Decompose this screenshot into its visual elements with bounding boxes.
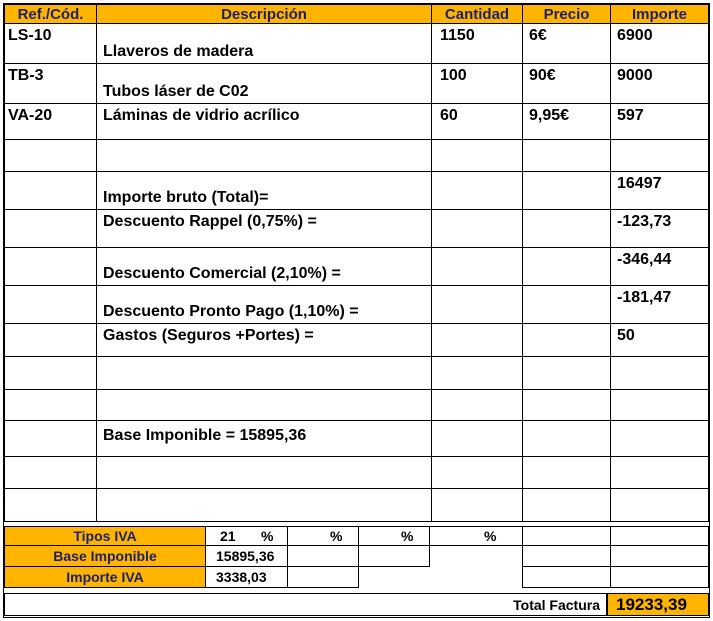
item-ref: LS-10 [4, 23, 97, 64]
header-importe: Importe [610, 4, 709, 24]
empty-cell [522, 456, 611, 489]
iva-tipo-cell [287, 526, 359, 546]
empty-cell [522, 171, 611, 210]
empty-cell [4, 323, 97, 357]
empty-cell [431, 420, 523, 457]
empty-cell [431, 323, 523, 357]
empty-cell [431, 456, 523, 489]
header-cantidad: Cantidad [431, 4, 523, 24]
empty-cell [522, 247, 611, 286]
iva-tipo-cell [429, 526, 523, 546]
item-cantidad: 1150 [431, 23, 523, 64]
empty-cell [4, 456, 97, 489]
empty-cell [610, 456, 709, 489]
empty-cell [522, 139, 611, 172]
importe-iva-value: 3338,03 [205, 566, 288, 588]
item-precio: 9,95€ [522, 103, 611, 140]
importe-bruto-value: 16497 [610, 171, 709, 210]
empty-cell [431, 171, 523, 210]
empty-cell [522, 545, 611, 567]
empty-cell [610, 356, 709, 390]
item-cantidad: 100 [431, 63, 523, 104]
percent-sign: % [261, 528, 274, 544]
empty-cell [522, 356, 611, 390]
percent-sign: % [330, 528, 343, 544]
importe-bruto-label: Importe bruto (Total)= [96, 171, 432, 210]
empty-cell [4, 356, 97, 390]
empty-cell [96, 456, 432, 489]
empty-cell [4, 139, 97, 172]
descuento-pronto-pago-label: Descuento Pronto Pago (1,10%) = [96, 285, 432, 324]
empty-cell [610, 545, 709, 567]
descuento-pronto-pago-value: -181,47 [610, 285, 709, 324]
empty-cell [96, 356, 432, 390]
empty-cell [610, 139, 709, 172]
empty-cell [4, 171, 97, 210]
empty-cell [4, 285, 97, 324]
base-imponible-label: Base Imponible = 15895,36 [96, 420, 432, 457]
item-importe: 6900 [610, 23, 709, 64]
empty-cell [610, 488, 709, 522]
empty-cell [4, 209, 97, 248]
empty-cell [431, 356, 523, 390]
item-description: Llaveros de madera [96, 23, 432, 64]
empty-cell [522, 566, 611, 588]
empty-cell [4, 389, 97, 421]
iva-tipo-cell [205, 526, 288, 546]
gastos-value: 50 [610, 323, 709, 357]
empty-cell [431, 389, 523, 421]
item-cantidad: 60 [431, 103, 523, 140]
importe-iva-label: Importe IVA [4, 566, 206, 588]
empty-cell [4, 488, 97, 522]
iva-tipo-value: 21 [220, 528, 236, 544]
item-precio: 6€ [522, 23, 611, 64]
header-descripcion: Descripción [96, 4, 432, 24]
empty-cell [610, 389, 709, 421]
empty-cell [522, 420, 611, 457]
total-factura-value: 19233,39 [607, 593, 709, 616]
header-precio: Precio [522, 4, 611, 24]
empty-cell [4, 420, 97, 457]
header-ref: Ref./Cód. [4, 4, 97, 24]
percent-sign: % [401, 528, 414, 544]
gastos-label: Gastos (Seguros +Portes) = [96, 323, 432, 357]
item-importe: 597 [610, 103, 709, 140]
item-importe: 9000 [610, 63, 709, 104]
item-ref: VA-20 [4, 103, 97, 140]
empty-cell [287, 566, 359, 588]
empty-cell [522, 323, 611, 357]
empty-cell [522, 488, 611, 522]
iva-base-imponible-label: Base Imponible [4, 545, 206, 567]
descuento-rappel-value: -123,73 [610, 209, 709, 248]
empty-cell [358, 545, 430, 567]
tipos-iva-label: Tipos IVA [4, 526, 206, 546]
empty-cell [610, 526, 709, 546]
empty-cell [610, 420, 709, 457]
empty-cell [522, 526, 611, 546]
empty-cell [431, 209, 523, 248]
item-ref: TB-3 [4, 63, 97, 104]
iva-tipo-cell [358, 526, 430, 546]
empty-cell [522, 209, 611, 248]
empty-cell [522, 285, 611, 324]
percent-sign: % [484, 528, 497, 544]
empty-cell [431, 247, 523, 286]
empty-cell [431, 285, 523, 324]
empty-cell [96, 488, 432, 522]
item-precio: 90€ [522, 63, 611, 104]
empty-cell [431, 139, 523, 172]
empty-cell [610, 566, 709, 588]
total-factura-label: Total Factura [4, 593, 607, 616]
item-description: Tubos láser de C02 [96, 63, 432, 104]
descuento-comercial-value: -346,44 [610, 247, 709, 286]
descuento-comercial-label: Descuento Comercial (2,10%) = [96, 247, 432, 286]
empty-cell [431, 488, 523, 522]
empty-cell [96, 389, 432, 421]
descuento-rappel-label: Descuento Rappel (0,75%) = [96, 209, 432, 248]
empty-cell [287, 545, 359, 567]
empty-cell [96, 139, 432, 172]
iva-base-imponible-value: 15895,36 [205, 545, 288, 567]
empty-cell [4, 247, 97, 286]
item-description: Láminas de vidrio acrílico [96, 103, 432, 140]
empty-cell [522, 389, 611, 421]
